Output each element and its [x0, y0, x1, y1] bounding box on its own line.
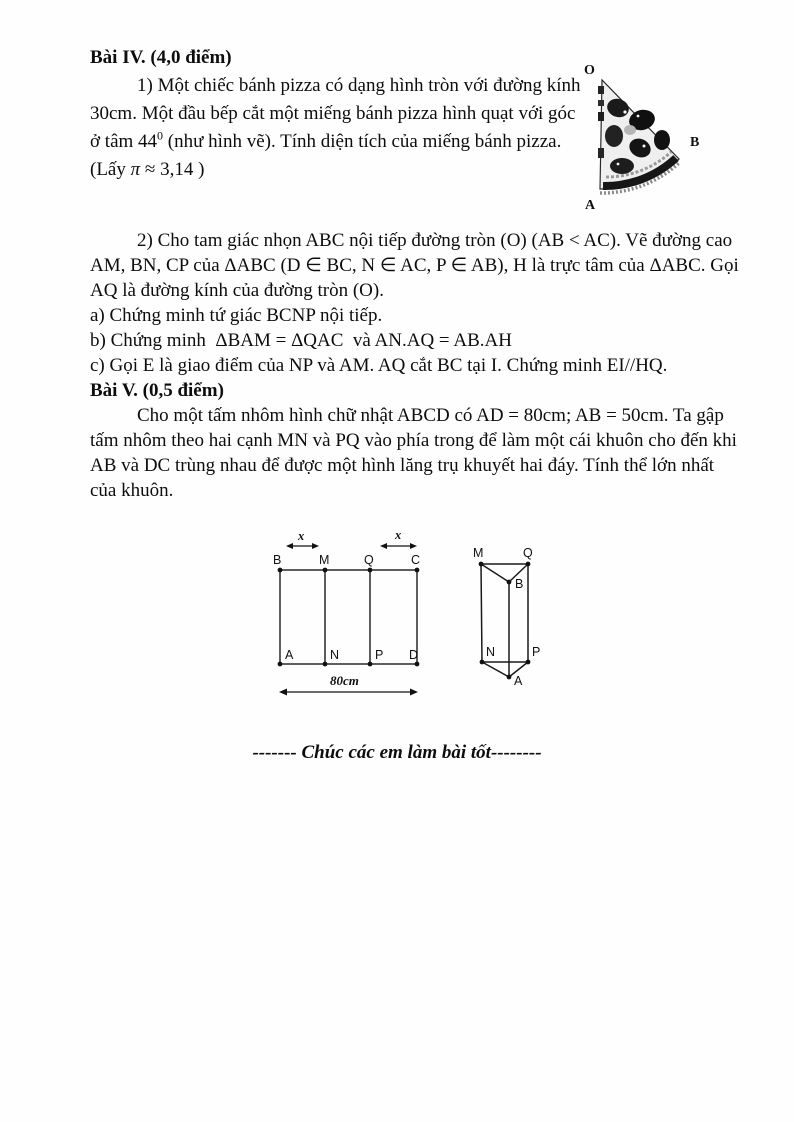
pizza-label-O: O: [584, 63, 595, 78]
x-arrow-right: [380, 543, 417, 549]
text-line: 2) Cho tam giác nhọn ABC nội tiếp đường tròn (O) (AB < AC). Vẽ đường cao: [137, 230, 733, 251]
text-segment: (như hình vẽ). Tính diện tích của miếng bánh pizza.: [163, 131, 562, 152]
prism-figure: [460, 533, 548, 691]
text-segment: (Lấy: [90, 159, 131, 180]
net-label-Q: Q: [364, 553, 374, 567]
text-line: 1) Một chiếc bánh pizza có dạng hình tròn với đường kính: [137, 75, 581, 96]
prism-label-A: A: [514, 674, 523, 688]
x-arrow-left: [286, 543, 319, 549]
text-line: AQ là đường kính của đường tròn (O).: [90, 280, 384, 301]
item-a-line: a) Chứng minh tứ giác BCNP nội tiếp.: [90, 305, 383, 326]
net-vertex-dots: [278, 568, 420, 667]
pizza-label-A: A: [585, 198, 596, 213]
x-label-left: x: [298, 529, 305, 543]
text-line: 30cm. Một đầu bếp cắt một miếng bánh pizza hình quạt với góc: [90, 103, 576, 124]
text-segment: ở tâm 44: [90, 131, 158, 152]
pi-symbol: π: [130, 159, 141, 180]
item-b-line: b) Chứng minh ΔBAM = ΔQAC và AN.AQ = AB.AH: [90, 330, 512, 351]
text-line: của khuôn.: [90, 480, 174, 501]
net-label-N: N: [330, 648, 340, 662]
item-c-line: c) Gọi E là giao điểm của NP và AM. AQ cắt BC tại I. Chứng minh EI//HQ.: [90, 355, 668, 376]
net-label-A: A: [285, 648, 294, 662]
section-bai4-p2-and-bai5: [90, 228, 739, 503]
text-line: [90, 156, 650, 184]
width-arrow-80cm: [279, 689, 418, 696]
prism-label-Q: Q: [523, 546, 533, 560]
text-segment: ≈ 3,14 ): [140, 159, 205, 180]
section-heading-bai4: Bài IV. (4,0 điểm): [90, 47, 232, 68]
text-line: [90, 128, 650, 156]
section-bai4: [90, 44, 650, 184]
degree-superscript: 0: [157, 128, 164, 143]
prism-label-M: M: [473, 546, 484, 560]
prism-label-N: N: [486, 645, 496, 659]
width-label-80cm: 80cm: [330, 673, 359, 688]
net-label-D: D: [409, 648, 419, 662]
prism-label-B: B: [515, 577, 524, 591]
net-label-P: P: [375, 648, 384, 662]
net-label-C: C: [411, 553, 421, 567]
net-label-B: B: [273, 553, 282, 567]
text-line: AM, BN, CP của ΔABC (D ∈ BC, N ∈ AC, P ∈ AB), H là trực tâm của ΔABC. Gọi: [90, 255, 739, 276]
net-label-M: M: [319, 553, 330, 567]
text-line: tấm nhôm theo hai cạnh MN và PQ vào phía trong để làm một cái khuôn cho đến khi: [90, 430, 737, 451]
closing-line: ------- Chúc các em làm bài tốt--------: [252, 742, 542, 763]
net-outline: [280, 570, 417, 664]
x-label-right: x: [395, 528, 402, 542]
rectangle-net-figure: [268, 526, 432, 708]
text-line: Cho một tấm nhôm hình chữ nhật ABCD có AD = 80cm; AB = 50cm. Ta gập: [137, 405, 724, 426]
section-heading-bai5: Bài V. (0,5 điểm): [90, 380, 224, 401]
pizza-slice-figure: [578, 56, 710, 214]
prism-label-P: P: [532, 645, 541, 659]
text-line: AB và DC trùng nhau để được một hình lăng trụ khuyết hai đáy. Tính thể lớn nhất: [90, 455, 715, 476]
pizza-label-B: B: [690, 135, 700, 150]
